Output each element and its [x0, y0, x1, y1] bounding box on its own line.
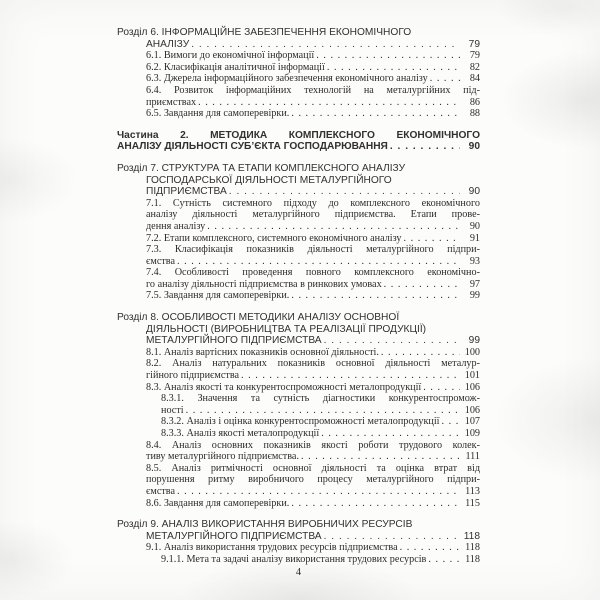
dot-leader [324, 531, 460, 543]
toc-entry-page-number: 82 [469, 61, 480, 73]
toc-entry-page-number: 79 [468, 38, 480, 50]
toc-entry-page-number: 88 [469, 108, 480, 120]
toc-entry-text: ПІДПРИЄМСТВА [146, 186, 227, 198]
toc-line [146, 542, 480, 554]
dot-leader [442, 416, 460, 428]
toc-entry-page-number: 86 [469, 96, 480, 108]
toc-entry-item [117, 73, 480, 85]
dot-leader [207, 221, 460, 233]
dot-leader [390, 141, 460, 153]
toc-entry-subitem [117, 393, 480, 416]
toc-entry-text: 8.3.3. Аналіз якості металопродукції [161, 428, 320, 439]
toc-entry-text: приємствах [146, 96, 197, 108]
toc-line: порушення ритму виробничого процесу металургійного підпри- [146, 474, 480, 486]
page-number: 4 [295, 567, 302, 578]
toc-line [146, 108, 480, 120]
toc-entry-item [117, 50, 480, 62]
toc-entry-chapter [117, 519, 480, 542]
toc-entry-item [117, 198, 480, 233]
dot-leader [321, 428, 460, 440]
toc-entry-item [117, 463, 480, 498]
toc-line: Розділ 6. ІНФОРМАЦІЙНЕ ЗАБЕЗПЕЧЕННЯ ЕКОНОМІЧНОГО [117, 27, 412, 38]
toc-line: 7.4. Особливості проведення повного комплексного економічно- [146, 267, 480, 279]
toc-line [146, 279, 480, 291]
toc-entry-text: 9.1.1. Мета та задачі аналізу використання трудових ресурсів [161, 553, 427, 565]
toc-entry-page-number: 90 [468, 141, 480, 153]
toc-entry-text: ємства [146, 485, 175, 497]
toc-line: ГОСПОДАРСЬКОЇ ДІЯЛЬНОСТІ МЕТАЛУРГІЙНОГО [146, 174, 392, 186]
toc-entry-chapter [117, 312, 480, 347]
toc-line [146, 498, 480, 510]
dot-leader [229, 186, 460, 198]
toc-entry-page-number: 106 [464, 404, 480, 416]
dot-leader [177, 486, 460, 498]
toc-entry-text: 6.3. Джерела інформаційного забезпечення економічного аналізу [146, 73, 428, 85]
toc-entry-item [117, 108, 480, 120]
toc-line: аналізу діяльності металургійного підприємства. Етапи прове- [146, 209, 480, 221]
toc-line [146, 73, 480, 85]
toc-entry-page-number: 97 [469, 278, 480, 290]
toc-entry-text: дення аналізу [146, 220, 206, 232]
dot-leader [301, 451, 460, 463]
toc-entry-item [117, 440, 480, 463]
toc-entry-text: 8.1. Аналіз вартісних показників основної діяльності. [146, 346, 379, 358]
dot-leader [186, 405, 460, 417]
dot-leader [291, 498, 460, 510]
toc-line [161, 428, 480, 440]
dot-leader [327, 62, 460, 74]
dot-leader [423, 382, 460, 394]
toc-entry-text: МЕТАЛУРГІЙНОГО ПІДПРИЄМСТВА [146, 335, 322, 347]
toc-line: 8.5. Аналіз ритмічності основної діяльності та оцінка втрат від [146, 462, 480, 474]
toc-entry-text: 6.5. Завдання для самоперевірки. [146, 108, 290, 120]
toc-entry-text: МЕТАЛУРГІЙНОГО ПІДПРИЄМСТВА [146, 530, 322, 542]
table-of-contents [117, 27, 480, 566]
toc-entry-page-number: 101 [464, 370, 480, 382]
dot-leader [384, 279, 460, 291]
toc-entry-item [117, 542, 480, 554]
toc-entry-item [117, 233, 480, 245]
toc-entry-part [117, 130, 480, 153]
toc-entry-chapter [117, 163, 480, 198]
toc-line: Розділ 8. ОСОБЛИВОСТІ МЕТОДИКИ АНАЛІЗУ ОСНОВНОЇ [117, 312, 400, 324]
toc-entry-text: 6.2. Класифікація аналітичної інформації [146, 61, 325, 73]
toc-entry-text: го аналізу діяльності підприємства в ринкових умовах [146, 278, 382, 290]
toc-entry-subitem [117, 428, 480, 440]
toc-entry-page-number: 79 [469, 50, 480, 62]
toc-entry-page-number: 99 [469, 290, 480, 302]
toc-line: 8.2. Аналіз натуральних показників основної діяльності металур- [146, 358, 480, 370]
toc-entry-text: АНАЛІЗУ ДІЯЛЬНОСТІ СУБ’ЄКТА ГОСПОДАРЮВАННЯ [117, 141, 388, 153]
toc-line [146, 62, 480, 74]
dot-leader [428, 554, 460, 566]
toc-entry-text: 6.1. Вимоги до економічної інформації [146, 50, 315, 62]
toc-entry-page-number: 90 [468, 186, 480, 198]
toc-entry-item [117, 382, 480, 394]
toc-entry-page-number: 111 [465, 451, 480, 463]
toc-line [146, 233, 480, 245]
toc-entry-text: АНАЛІЗУ [146, 38, 190, 50]
dot-leader [241, 370, 460, 382]
toc-line [146, 256, 480, 268]
toc-entry-page-number: 118 [463, 530, 480, 542]
toc-line [146, 290, 480, 302]
toc-entry-item [117, 498, 480, 510]
dot-leader [324, 335, 460, 347]
toc-entry-page-number: 118 [465, 542, 480, 554]
toc-line [146, 97, 480, 109]
toc-entry-page-number: 91 [469, 232, 480, 244]
toc-entry-text: 8.3.2. Аналіз і оцінка конкурентоспроможності металопродукції [161, 416, 440, 428]
toc-entry-subitem [117, 554, 480, 566]
toc-entry-page-number: 84 [469, 73, 480, 85]
toc-entry-text: 7.2. Етапи комплексного, системного економічного аналізу [146, 232, 402, 244]
toc-line [161, 416, 480, 428]
toc-entry-text: гійного підприємства [146, 370, 240, 382]
dot-leader [191, 39, 460, 51]
toc-entry-page-number: 109 [464, 428, 480, 439]
toc-line [146, 451, 480, 463]
dot-leader [316, 50, 460, 62]
dot-leader [381, 347, 460, 359]
toc-entry-text: ності [161, 404, 184, 416]
toc-line: Розділ 9. АНАЛІЗ ВИКОРИСТАННЯ ВИРОБНИЧИХ РЕСУРСІВ [117, 519, 413, 531]
dot-leader [430, 73, 460, 85]
dot-leader [291, 108, 460, 120]
toc-line: ДІЯЛЬНОСТІ (ВИРОБНИЦТВА ТА РЕАЛІЗАЦІЇ ПРОДУКЦІЇ) [146, 323, 427, 335]
toc-line: Частина 2. МЕТОДИКА КОМПЛЕКСНОГО ЕКОНОМІЧНОГО [117, 129, 480, 141]
toc-entry-item [117, 347, 480, 359]
toc-entry-page-number: 99 [468, 335, 480, 347]
toc-line [146, 186, 480, 198]
toc-entry-item [117, 85, 480, 108]
toc-entry-item [117, 290, 480, 302]
toc-entry-text: 7.5. Завдання для самоперевірки. [146, 290, 290, 302]
dot-leader [177, 256, 460, 268]
dot-leader [400, 542, 460, 554]
toc-entry-text: 8.3. Аналіз якості та конкурентоспроможності металопродукції [146, 381, 422, 393]
toc-line [146, 531, 480, 543]
toc-line [146, 370, 480, 382]
toc-entry-text: ємства [146, 255, 175, 267]
toc-line: 8.4. Аналіз основних показників якості роботи трудового колек- [146, 439, 480, 451]
toc-entry-item [117, 244, 480, 267]
toc-line [146, 486, 480, 498]
toc-line: 7.1. Сутність системного підходу до комплексного економічного [146, 197, 480, 209]
toc-line: 7.3. Класифікація показників діяльності металургійного підпри- [146, 244, 480, 256]
toc-entry-page-number: 90 [469, 220, 480, 232]
toc-entry-page-number: 107 [464, 416, 480, 428]
toc-line [161, 554, 480, 566]
toc-line: 8.3.1. Значення та сутність діагностики конкурентоспромож- [161, 393, 480, 405]
toc-entry-page-number: 106 [464, 381, 480, 393]
toc-entry-page-number: 118 [465, 553, 480, 565]
toc-entry-chapter [117, 27, 480, 50]
dot-leader [404, 233, 460, 245]
toc-line [161, 405, 480, 417]
toc-entry-text: тиву металургійного підприємства. [146, 451, 300, 463]
toc-line [146, 221, 480, 233]
toc-line [146, 382, 480, 394]
toc-line [146, 50, 480, 62]
toc-line [146, 39, 480, 51]
toc-line: Розділ 7. СТРУКТУРА ТА ЕТАПИ КОМПЛЕКСНОГО АНАЛІЗУ [117, 162, 406, 174]
toc-entry-item [117, 358, 480, 381]
dot-leader [291, 290, 460, 302]
toc-entry-text: 8.6. Завдання для самоперевірки. [146, 497, 290, 509]
toc-line [146, 335, 480, 347]
toc-entry-page-number: 100 [464, 346, 480, 358]
toc-line [117, 141, 480, 153]
toc-entry-item [117, 62, 480, 74]
toc-entry-subitem [117, 416, 480, 428]
dot-leader [198, 97, 460, 109]
toc-entry-page-number: 93 [469, 255, 480, 267]
toc-line: 6.4. Розвиток інформаційних технологій на металургійних під- [146, 84, 480, 96]
toc-entry-text: 9.1. Аналіз використання трудових ресурсів підприємства [146, 542, 398, 554]
toc-entry-page-number: 113 [465, 485, 480, 497]
toc-entry-page-number: 115 [465, 497, 480, 509]
toc-entry-item [117, 267, 480, 290]
toc-line [146, 347, 480, 359]
